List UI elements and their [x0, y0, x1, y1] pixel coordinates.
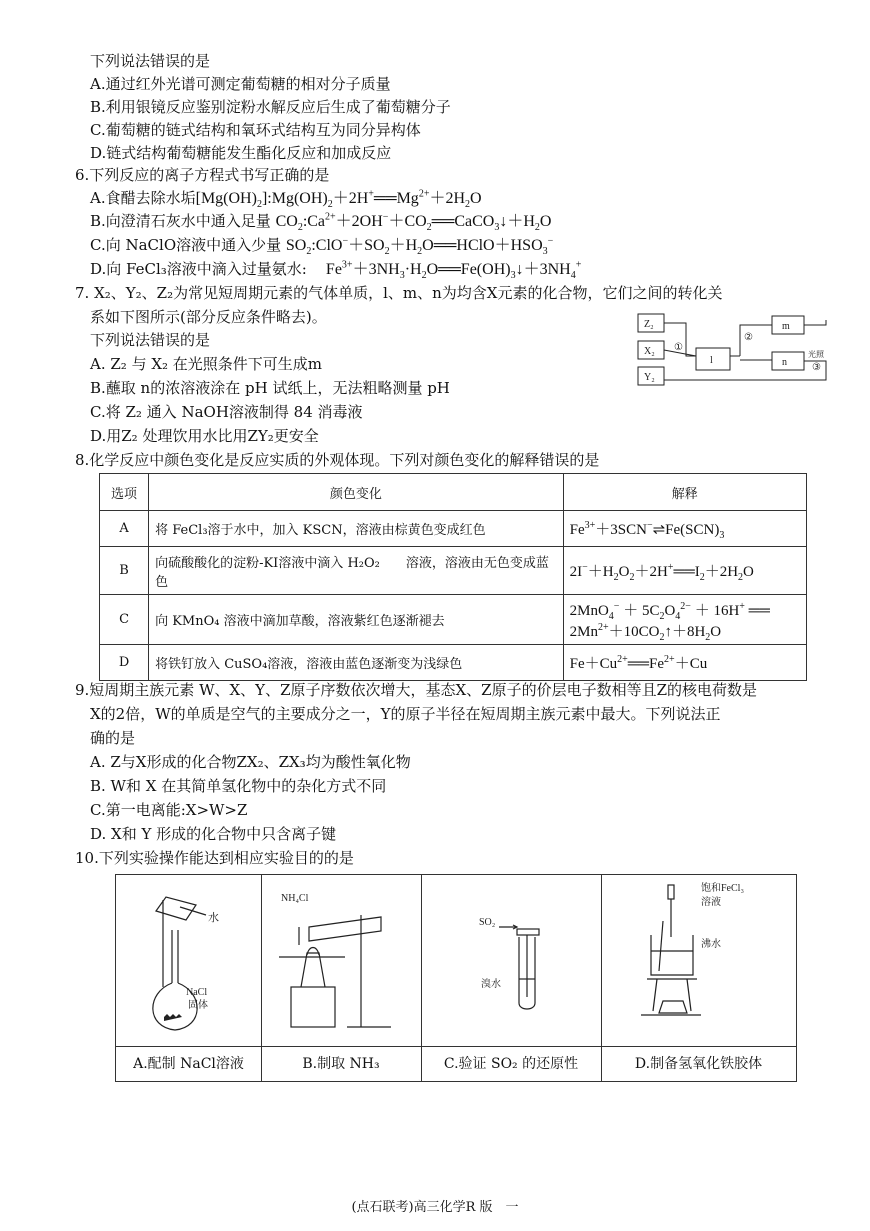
row-option: A — [100, 511, 149, 547]
q7-stem-line1: 7. X₂、Y₂、Z₂为常见短周期元素的气体单质，l、m、n为均含X元素的化合物，它们之间的转化关 — [75, 284, 723, 302]
row-explanation: $Fe^{3+}+3SCN^-\rightleftharpoons Fe(SCN)_3$ — [563, 511, 806, 547]
q5-option-b: B.利用银镜反应鉴别淀粉水解反应后生成了葡萄糖分子 — [90, 98, 451, 116]
row-change: 向硫酸酸化的淀粉-KI溶液中滴入 H₂O₂ 溶液，溶液由无色变成蓝色 — [149, 547, 564, 595]
header-explanation: 解释 — [563, 474, 806, 511]
caption-b: B.制取 NH₃ — [261, 1046, 421, 1081]
row-option: D — [100, 645, 149, 681]
q7-stem-line2: 系如下图所示(部分反应条件略去)。 — [90, 308, 327, 326]
water-label: 水 — [208, 912, 219, 924]
caption-d: D.制备氢氧化铁胶体 — [601, 1046, 796, 1081]
q6-option-b: B.向澄清石灰水中通入足量 $CO_2:Ca^{2+}+2OH^-+CO_2══CaCO_3↓+H_2O$ — [90, 211, 552, 234]
q9-stem-line2: X的2倍，W的单质是空气的主要成分之一，Y的原子半径在短周期主族元素中最大。下列说法正 — [90, 705, 721, 723]
diagram-step-1: ① — [674, 342, 683, 353]
q9-stem-line3: 确的是 — [90, 729, 136, 747]
q5-option-a: A.通过红外光谱可测定葡萄糖的相对分子质量 — [90, 75, 391, 93]
page-footer: (点石联考)高三化学R 版 一 — [351, 1200, 519, 1215]
bromine-water-label: 溴水 — [481, 979, 501, 990]
q6-option-d: D.向 FeCl₃溶液中滴入过量氨水: $Fe^{3+}+3NH_3\cdot H_2O══Fe(OH)_3↓+3NH_4^+$ — [90, 259, 582, 282]
table-row — [100, 547, 807, 595]
diagram-box-l — [696, 348, 730, 370]
row-option: C — [100, 595, 149, 645]
nh4cl-label: NH₄Cl — [281, 893, 309, 904]
volumetric-flask-figure — [116, 875, 261, 1047]
q7-option-b: B.蘸取 n的浓溶液涂在 pH 试纸上，无法粗略测量 pH — [90, 379, 450, 397]
diagram-z2: Z₂ — [644, 319, 654, 330]
boiling-water-label: 沸水 — [701, 939, 721, 950]
solution-label: 溶液 — [701, 897, 721, 908]
q6-option-a: A.食醋去除水垢$[Mg(OH)_2]:Mg(OH)_2+2H^+══Mg^{2+}+2H_2O$ — [90, 188, 482, 211]
experiment-panel — [115, 874, 797, 1082]
diagram-m: m — [782, 321, 790, 332]
q5-option-d: D.链式结构葡萄糖能发生酯化反应和加成反应 — [90, 144, 392, 162]
header-option: 选项 — [100, 474, 149, 511]
q5-option-c: C.葡萄糖的链式结构和氧环式结构互为同分异构体 — [90, 121, 421, 139]
q8-table — [99, 473, 807, 681]
experiment-b — [261, 875, 422, 1081]
conversion-diagram — [630, 310, 830, 390]
experiment-a — [116, 875, 262, 1081]
q10-stem: 10.下列实验操作能达到相应实验目的的是 — [75, 849, 354, 867]
header-color-change: 颜色变化 — [149, 474, 564, 511]
so2-label: SO₂ — [479, 917, 496, 928]
nh3-preparation-figure — [261, 875, 421, 1047]
row-change: 将 FeCl₃溶于水中，加入 KSCN，溶液由棕黄色变成红色 — [149, 511, 564, 547]
q7-option-d: D.用Z₂ 处理饮用水比用ZY₂更安全 — [90, 427, 319, 445]
row-explanation: $2MnO_4^- + 5C_2O_4^{2-} + 16H^+$ ══ $2Mn^{2+}+10CO_2↑+8H_2O$ — [563, 595, 806, 645]
row-change: 将铁钉放入 CuSO₄溶液，溶液由蓝色逐渐变为浅绿色 — [149, 645, 564, 681]
row-explanation: $Fe+Cu^{2+}══Fe^{2+}+Cu$ — [563, 645, 806, 681]
q9-option-a: A. Z与X形成的化合物ZX₂、ZX₃均为酸性氧化物 — [90, 753, 411, 771]
diagram-y2: Y₂ — [644, 372, 655, 383]
q9-option-d: D. X和 Y 形成的化合物中只含离子键 — [90, 825, 337, 843]
experiment-c — [421, 875, 602, 1081]
diagram-n: n — [782, 357, 787, 368]
q5-stem: 下列说法错误的是 — [90, 52, 211, 70]
q9-stem-line1: 9.短周期主族元素 W、X、Y、Z原子序数依次增大，基态X、Z原子的价层电子数相等且Z的核电荷数是 — [75, 681, 758, 699]
diagram-l: l — [710, 355, 713, 366]
q8-stem: 8.化学反应中颜色变化是反应实质的外观体现。下列对颜色变化的解释错误的是 — [75, 451, 600, 469]
diagram-box-n — [772, 352, 804, 370]
fecl3-label: 饱和FeCl₃ — [701, 883, 744, 894]
q7-option-a: A. Z₂ 与 X₂ 在光照条件下可生成m — [90, 355, 323, 373]
caption-c: C.验证 SO₂ 的还原性 — [421, 1046, 601, 1081]
solid-label: 固体 — [188, 1000, 208, 1011]
table-header-row — [100, 474, 807, 511]
row-option: B — [100, 547, 149, 595]
q7-stem-line3: 下列说法错误的是 — [90, 331, 211, 349]
diagram-step-2: ② — [744, 332, 753, 343]
so2-test-figure — [421, 875, 601, 1047]
q6-option-c: C.向 NaClO溶液中通入少量 $SO_2:ClO^-+SO_2+H_2O══HClO+HSO_3^-$ — [90, 235, 554, 258]
experiment-d — [601, 875, 796, 1081]
diagram-light: 光照 — [808, 350, 824, 359]
table-row — [100, 595, 807, 645]
nacl-label: NaCl — [186, 987, 208, 998]
table-row — [100, 511, 807, 547]
q6-stem: 6.下列反应的离子方程式书写正确的是 — [75, 166, 330, 184]
q7-option-c: C.将 Z₂ 通入 NaOH溶液制得 84 消毒液 — [90, 403, 363, 421]
q9-option-b: B. W和 X 在其简单氢化物中的杂化方式不同 — [90, 777, 387, 795]
diagram-x2: X₂ — [644, 346, 655, 357]
colloid-preparation-figure — [601, 875, 796, 1047]
caption-a: A.配制 NaCl溶液 — [116, 1046, 261, 1081]
row-change: 向 KMnO₄ 溶液中滴加草酸，溶液紫红色逐渐褪去 — [149, 595, 564, 645]
q9-option-c: C.第一电离能:X>W>Z — [90, 801, 248, 819]
diagram-step-3: ③ — [812, 362, 821, 373]
row-explanation: $2I^-+H_2O_2+2H^+══I_2+2H_2O$ — [563, 547, 806, 595]
table-row — [100, 645, 807, 681]
